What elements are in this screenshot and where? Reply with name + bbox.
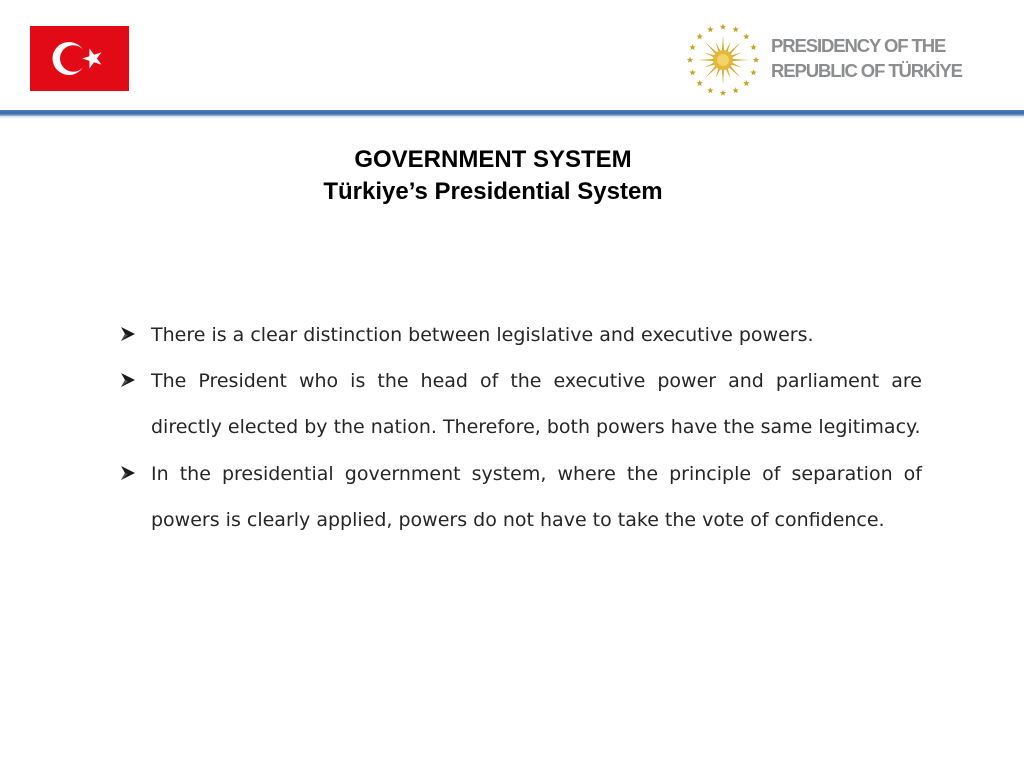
slide-title-main: GOVERNMENT SYSTEM [354, 146, 632, 173]
slide-title [200, 144, 786, 208]
bullet-text: The President who is the head of the executive power and parliament are directly elected by the nation. Therefore, both powers have the same legitimacy. [151, 370, 922, 439]
bullet-item [118, 451, 922, 543]
bullet-item [118, 358, 922, 450]
organization-name [771, 33, 1016, 83]
header-divider-shadow [0, 116, 1024, 119]
arrowhead-bullet-icon [120, 326, 136, 342]
slide-title-subtitle: Türkiye’s Presidential System [323, 178, 663, 205]
turkish-flag-icon [30, 26, 129, 91]
bullet-text: There is a clear distinction between legislative and executive powers. [151, 324, 814, 346]
organization-name-line1: PRESIDENCY OF THE [771, 35, 946, 56]
bullet-list [118, 312, 922, 543]
presidential-seal-icon [685, 22, 761, 98]
arrowhead-bullet-icon [120, 372, 136, 388]
bullet-item [118, 312, 922, 358]
bullet-text: In the presidential government system, where the principle of separation of powers is clearly applied, powers do not have to take the vote of confidence. [151, 462, 922, 531]
arrowhead-bullet-icon [120, 465, 136, 481]
organization-name-line2: REPUBLIC OF TÜRKİYE [771, 60, 962, 81]
